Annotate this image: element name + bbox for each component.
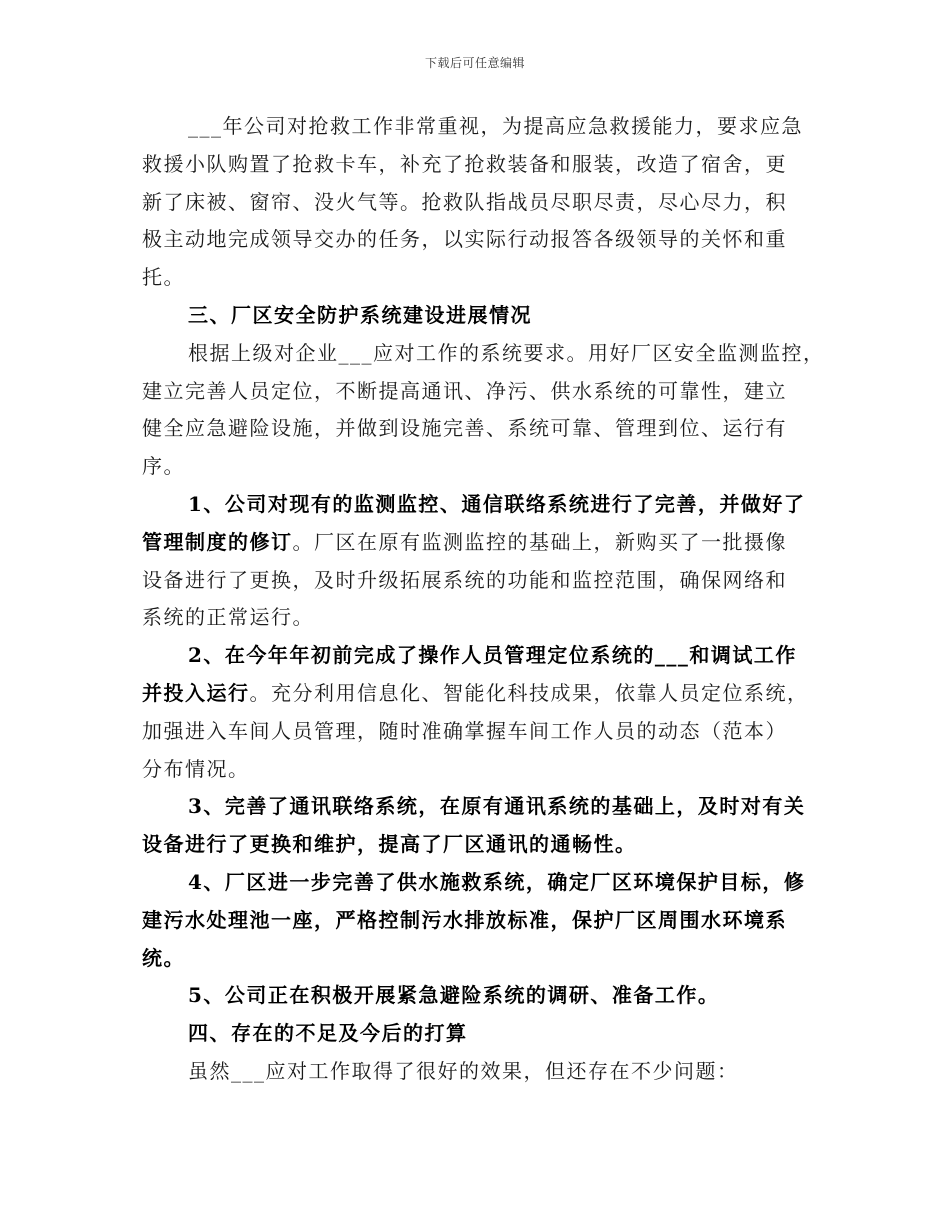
text-line: 新了床被、窗帘、没火气等。抢救队指战员尽职尽责，尽心尽力，积 xyxy=(142,189,787,214)
paragraph-shortcomings xyxy=(142,1053,822,1091)
list-item-1 xyxy=(142,486,822,637)
text-line: 加强进入车间人员管理，随时准确掌握车间工作人员的动态（范本） xyxy=(142,718,787,743)
text-line-mixed xyxy=(142,524,822,562)
text-line: 建立完善人员定位，不断提高通讯、净污、供水系统的可靠性，建立 xyxy=(142,378,787,403)
text-line: 根据上级对企业___应对工作的系统要求。用好厂区安全监测监控， xyxy=(188,340,825,365)
plain-text: 。厂区在原有监测监控的基础上，新购买了一批摄像 xyxy=(292,529,787,554)
text-line: 系统的正常运行。 xyxy=(142,605,314,630)
list-item-2 xyxy=(142,637,822,788)
text-line: 4、厂区进一步完善了供水施救系统，确定厂区环境保护目标，修 xyxy=(188,869,806,894)
text-line: 建污水处理池一座，严格控制污水排放标准，保护厂区周围水环境系 xyxy=(142,907,787,932)
text-line: 极主动地完成领导交办的任务，以实际行动报答各级领导的关怀和重 xyxy=(142,227,787,252)
section-heading-4: 四、存在的不足及今后的打算 xyxy=(188,1021,468,1046)
text-line: ___年公司对抢救工作非常重视，为提高应急救援能力，要求应急 xyxy=(188,114,803,138)
text-line: 3、完善了通讯联络系统，在原有通讯系统的基础上，及时对有关 xyxy=(188,794,806,819)
text-line: 设备进行了更换和维护，提高了厂区通讯的通畅性。 xyxy=(142,832,637,857)
text-line: 分布情况。 xyxy=(142,756,250,781)
list-item-3 xyxy=(142,788,822,864)
list-item-4 xyxy=(142,864,822,977)
paragraph-system-requirements xyxy=(142,335,825,486)
text-line: 2、在今年年初前完成了操作人员管理定位系统的___和调试工作 xyxy=(188,643,797,668)
bold-lead: 管理制度的修订 xyxy=(142,529,293,554)
text-line: 救援小队购置了抢救卡车，补充了抢救装备和服装，改造了宿舍，更 xyxy=(142,151,787,176)
section-heading-3: 三、厂区安全防护系统建设进展情况 xyxy=(188,302,532,327)
paragraph-rescue-work xyxy=(142,108,822,297)
text-line: 设备进行了更换，及时升级拓展系统的功能和监控范围，确保网络和 xyxy=(142,567,787,592)
text-line: 5、公司正在积极开展紧急避险系统的调研、准备工作。 xyxy=(188,983,720,1008)
text-line: 1、公司对现有的监测监控、通信联络系统进行了完善，并做好了 xyxy=(188,491,806,516)
document-body xyxy=(142,108,825,1091)
text-line: 序。 xyxy=(142,454,185,479)
text-line: 托。 xyxy=(142,265,185,290)
list-item-5 xyxy=(142,977,822,1015)
text-line: 统。 xyxy=(142,945,185,970)
bold-lead: 并投入运行 xyxy=(142,680,250,705)
page-header: 下载后可任意编辑 xyxy=(424,56,525,70)
text-line: 虽然___应对工作取得了很好的效果，但还存在不少问题： xyxy=(188,1058,739,1083)
text-line-mixed xyxy=(142,675,822,713)
plain-text: 。充分利用信息化、智能化科技成果，依靠人员定位系统， xyxy=(249,680,809,705)
text-line: 健全应急避险设施，并做到设施完善、系统可靠、管理到位、运行有 xyxy=(142,416,787,441)
